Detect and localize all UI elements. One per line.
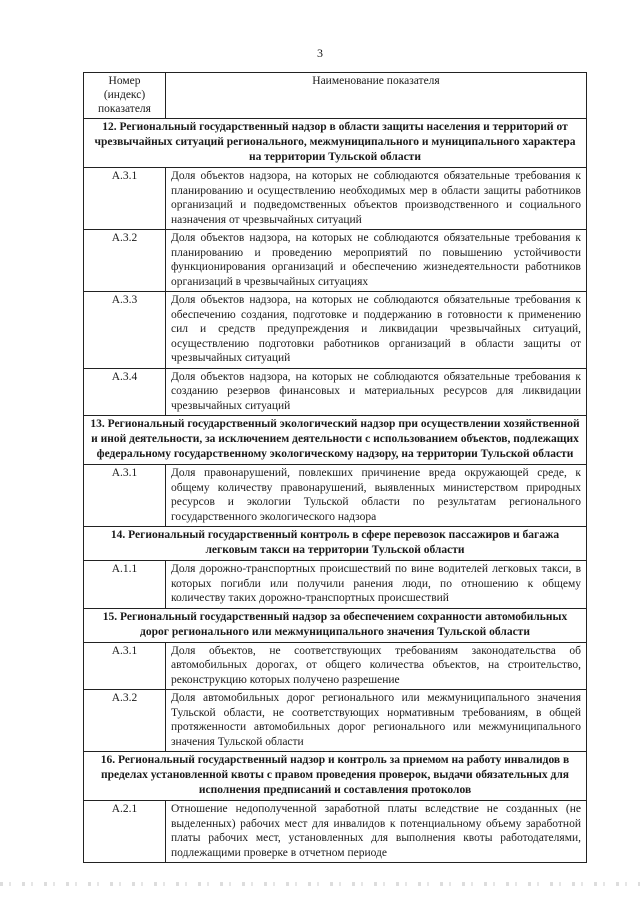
indicator-name: Доля дорожно-транспортных происшествий по вине водителей легковых такси, в которых погибли или получили ранения люди, по отношению к общему количеству таких дорожно-транспортных происшествий [166, 561, 587, 609]
indicator-name: Отношение недополученной заработной платы вследствие не созданных (не выделенных) рабочих мест для инвалидов к потенциальному объему заработной платы рабочих мест, установленных для выполнения квоты работодателями, подлежащими проверке в отчетном периоде [166, 801, 587, 863]
table-body [84, 119, 587, 863]
table-row [84, 465, 587, 527]
indicator-name: Доля правонарушений, повлекших причинение вреда окружающей среде, к общему количеству правонарушений, выявленных министерством природных ресурсов и экологии Тульской области по результатам регионального государственного экологического надзора [166, 465, 587, 527]
header-name: Наименование показателя [166, 73, 587, 119]
table-row [84, 561, 587, 609]
indicators-table [83, 72, 587, 863]
indicator-name: Доля объектов надзора, на которых не соблюдаются обязательные требования к планированию и проведению мероприятий по повышению устойчивости функционирования организаций и обеспечению жизнедеятельности работников организаций в чрезвычайных ситуациях [166, 230, 587, 292]
table-row [84, 292, 587, 369]
section-title: 12. Региональный государственный надзор в области защиты населения и территорий от чрезвычайных ситуаций регионального, межмуниципального и муниципального характера на территории Тульской области [84, 119, 587, 168]
section-row [84, 752, 587, 801]
indicator-code: А.3.3 [84, 292, 166, 369]
section-row [84, 119, 587, 168]
header-code: Номер (индекс) показателя [84, 73, 166, 119]
indicator-code: А.3.4 [84, 368, 166, 416]
table-row [84, 642, 587, 690]
table-header [84, 73, 587, 119]
indicator-code: А.3.1 [84, 642, 166, 690]
section-title: 13. Региональный государственный экологический надзор при осуществлении хозяйственной и иной деятельности, за исключением деятельности с использованием объектов, подлежащих федеральному государственному экологическому надзору, на территории Тульской области [84, 416, 587, 465]
section-title: 15. Региональный государственный надзор за обеспечением сохранности автомобильных дорог регионального или межмуниципального значения Тульской области [84, 608, 587, 642]
section-row [84, 416, 587, 465]
indicator-name: Доля объектов надзора, на которых не соблюдаются обязательные требования к созданию резервов финансовых и материальных ресурсов для ликвидации чрезвычайных ситуаций [166, 368, 587, 416]
section-row [84, 608, 587, 642]
indicator-code: А.3.2 [84, 230, 166, 292]
scan-artifact [0, 882, 640, 886]
indicator-name: Доля объектов, не соответствующих требованиям законодательства об автомобильных дорогах, от общего количества объектов, на строительство, реконструкцию которых получено разрешение [166, 642, 587, 690]
indicator-code: А.3.1 [84, 168, 166, 230]
table-row [84, 168, 587, 230]
indicator-code: А.3.1 [84, 465, 166, 527]
indicator-code: А.3.2 [84, 690, 166, 752]
indicator-name: Доля объектов надзора, на которых не соблюдаются обязательные требования к планированию и осуществлению необходимых мер в области защиты работников организаций и подведомственных объектов производственного и социального назначения от чрезвычайных ситуаций [166, 168, 587, 230]
indicator-code: А.1.1 [84, 561, 166, 609]
page-number: 3 [317, 46, 323, 60]
indicator-name: Доля объектов надзора, на которых не соблюдаются обязательные требования к обеспечению создания, подготовке и поддержанию в готовности к применению сил и средств предупреждения и ликвидации чрезвычайных ситуаций, осуществлению подготовки работников организаций в области защиты от чрезвычайных ситуаций [166, 292, 587, 369]
indicator-name: Доля автомобильных дорог регионального или межмуниципального значения Тульской области, не соответствующих нормативным требованиям, в общей протяженности автомобильных дорог регионального или межмуниципального значения Тульской области [166, 690, 587, 752]
table-row [84, 368, 587, 416]
section-row [84, 527, 587, 561]
table-row [84, 801, 587, 863]
header-row [84, 73, 587, 119]
section-title: 16. Региональный государственный надзор и контроль за приемом на работу инвалидов в пределах установленной квоты с правом проведения проверок, выдачи обязательных для исполнения предписаний и составления протоколов [84, 752, 587, 801]
table-row [84, 230, 587, 292]
section-title: 14. Региональный государственный контроль в сфере перевозок пассажиров и багажа легковым такси на территории Тульской области [84, 527, 587, 561]
table-row [84, 690, 587, 752]
indicator-code: А.2.1 [84, 801, 166, 863]
